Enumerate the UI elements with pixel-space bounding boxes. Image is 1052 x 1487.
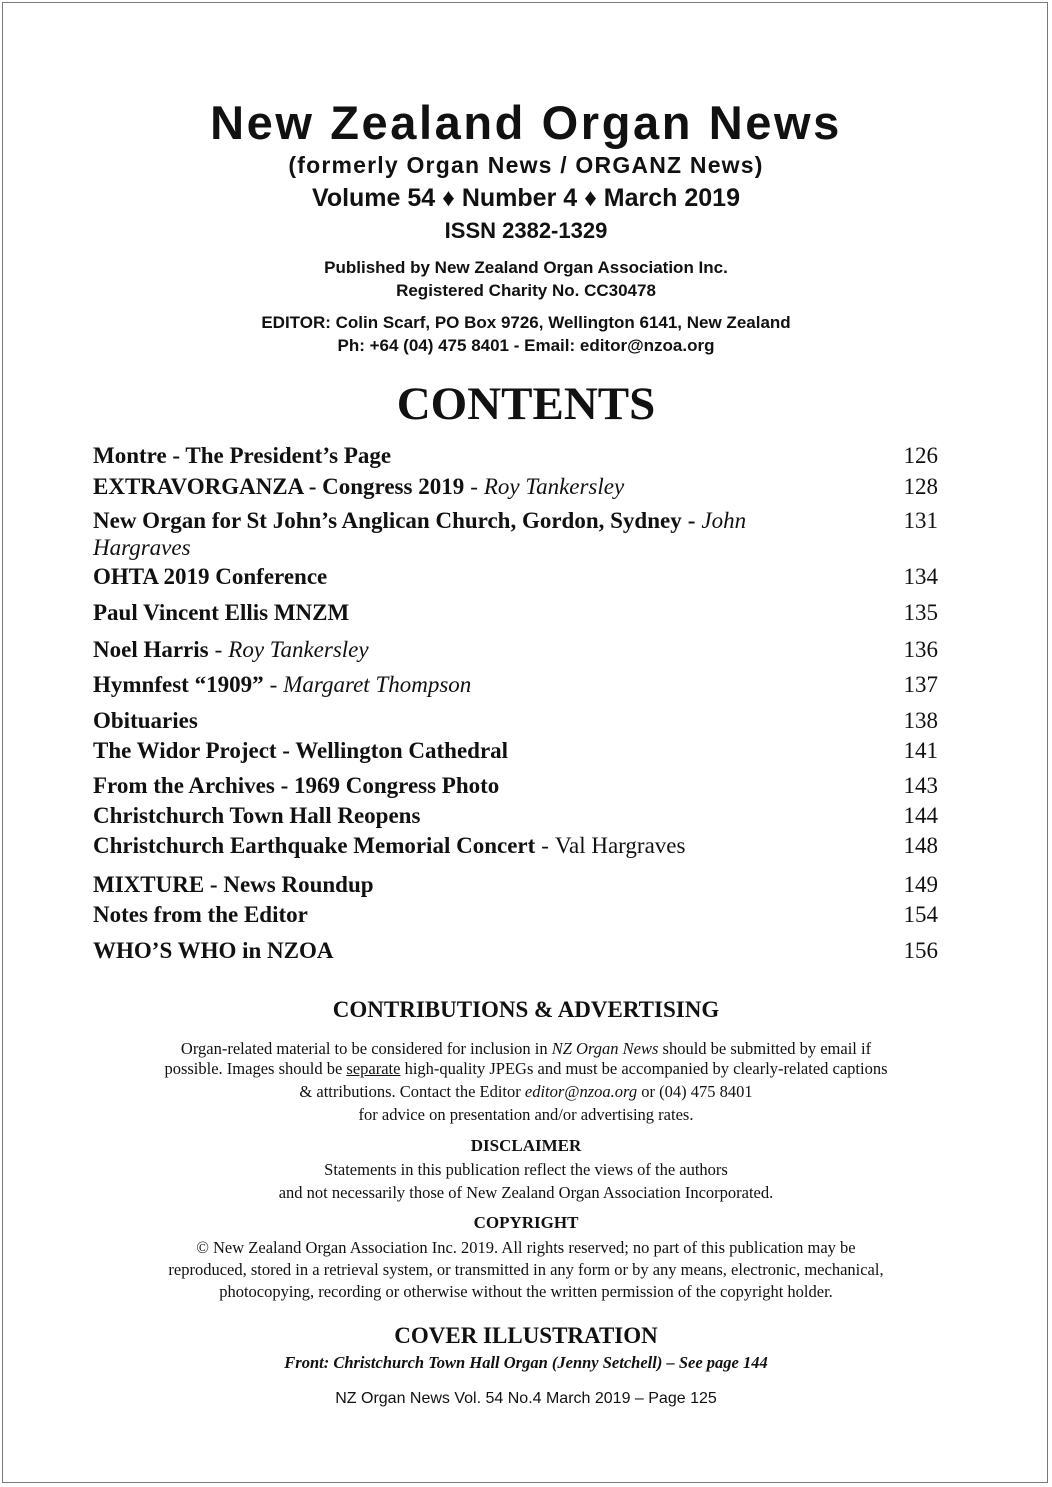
toc-item-author: Margaret Thompson	[283, 672, 472, 697]
publisher-line: Published by New Zealand Organ Association Inc.	[324, 258, 728, 277]
toc-item-page: 137	[903, 672, 938, 697]
toc-item-title: Notes from the Editor	[93, 902, 308, 927]
toc-item-title: WHO’S WHO in NZOA	[93, 938, 334, 963]
toc-item-page: 156	[903, 938, 938, 963]
cover-illustration-caption: Front: Christchurch Town Hall Organ (Jenny Setchell) – See page 144	[284, 1353, 768, 1372]
toc-item-page: 136	[903, 637, 938, 662]
page-footer: NZ Organ News Vol. 54 No.4 March 2019 – Page 125	[335, 1390, 717, 1407]
toc-item-title: MIXTURE - News Roundup	[93, 872, 374, 897]
toc-item-page: 138	[903, 708, 938, 733]
toc-item-author: Roy Tankersley	[483, 474, 625, 499]
toc-item-page: 126	[903, 443, 938, 468]
toc-item-page: 149	[903, 872, 938, 897]
toc-item-title: Christchurch Earthquake Memorial Concert - Val Hargraves	[93, 833, 686, 858]
toc-item-page: 135	[903, 600, 938, 625]
copyright-text-line: photocopying, recording or otherwise without the written permission of the copyright holder.	[219, 1282, 833, 1301]
toc-item-page: 134	[903, 564, 938, 589]
issn: ISSN 2382-1329	[444, 218, 608, 243]
toc-item-title: Obituaries	[93, 708, 198, 733]
contributions-heading: CONTRIBUTIONS & ADVERTISING	[332, 997, 720, 1022]
publication-title: New Zealand Organ News	[210, 96, 842, 149]
toc-item-title: Hymnfest “1909” - Margaret Thompson	[93, 672, 472, 697]
toc-item-page: 144	[903, 803, 938, 828]
publication-subtitle: (formerly Organ News / ORGANZ News)	[288, 152, 764, 178]
contents-heading: CONTENTS	[396, 378, 656, 430]
toc-item-title: EXTRAVORGANZA - Congress 2019 - Roy Tankersley	[93, 474, 625, 499]
disclaimer-text-line: Statements in this publication reflect the views of the authors	[324, 1160, 728, 1179]
toc-item-page: 143	[903, 773, 938, 798]
toc-item-title: The Widor Project - Wellington Cathedral	[93, 738, 509, 763]
toc-item-title: OHTA 2019 Conference	[93, 564, 328, 589]
contributions-text-line: & attributions. Contact the Editor editor@nzoa.org or (04) 475 8401	[299, 1082, 753, 1101]
contributions-text-line: possible. Images should be separate high-quality JPEGs and must be accompanied by clearly-related captions	[164, 1059, 888, 1078]
disclaimer-text-line: and not necessarily those of New Zealand Organ Association Incorporated.	[278, 1183, 774, 1202]
copyright-text-line: © New Zealand Organ Association Inc. 2019. All rights reserved; no part of this publication may be	[196, 1238, 856, 1257]
contributions-text-line: Organ-related material to be considered for inclusion in NZ Organ News should be submitted by email if	[180, 1039, 872, 1058]
toc-item-page: 148	[903, 833, 938, 858]
toc-item-title: New Organ for St John’s Anglican Church, Gordon, Sydney - John Hargraves	[93, 508, 747, 560]
copyright-text-line: reproduced, stored in a retrieval system, or transmitted in any form or by any means, electronic, mechanical,	[168, 1260, 884, 1279]
toc-item-page: 141	[903, 738, 938, 763]
toc-item-title: From the Archives - 1969 Congress Photo	[93, 773, 500, 798]
copyright-heading: COPYRIGHT	[473, 1213, 579, 1232]
toc-item-page: 128	[903, 474, 938, 499]
toc-item-page: 131	[903, 508, 938, 533]
contributions-text-line: for advice on presentation and/or advertising rates.	[358, 1105, 694, 1124]
editor-line: EDITOR: Colin Scarf, PO Box 9726, Wellington 6141, New Zealand	[261, 313, 791, 332]
contact-line: Ph: +64 (04) 475 8401 - Email: editor@nzoa.org	[337, 336, 715, 355]
disclaimer-heading: DISCLAIMER	[470, 1136, 582, 1155]
toc-item-author: Val Hargraves	[554, 833, 686, 858]
toc-item-page: 154	[903, 902, 938, 927]
editor-email-link[interactable]: editor@nzoa.org	[524, 1082, 638, 1101]
charity-line: Registered Charity No. CC30478	[396, 281, 656, 300]
toc-item-title: Christchurch Town Hall Reopens	[93, 803, 421, 828]
volume-line: Volume 54 ♦ Number 4 ♦ March 2019	[312, 184, 740, 212]
toc-item-title: Paul Vincent Ellis MNZM	[93, 600, 350, 625]
toc-item-author: John Hargraves	[93, 508, 747, 560]
toc-item-author: Roy Tankersley	[228, 637, 369, 662]
toc-item-title: Montre - The President’s Page	[93, 443, 392, 468]
toc-item-title: Noel Harris - Roy Tankersley	[93, 637, 369, 662]
cover-illustration-heading: COVER ILLUSTRATION	[394, 1323, 658, 1348]
